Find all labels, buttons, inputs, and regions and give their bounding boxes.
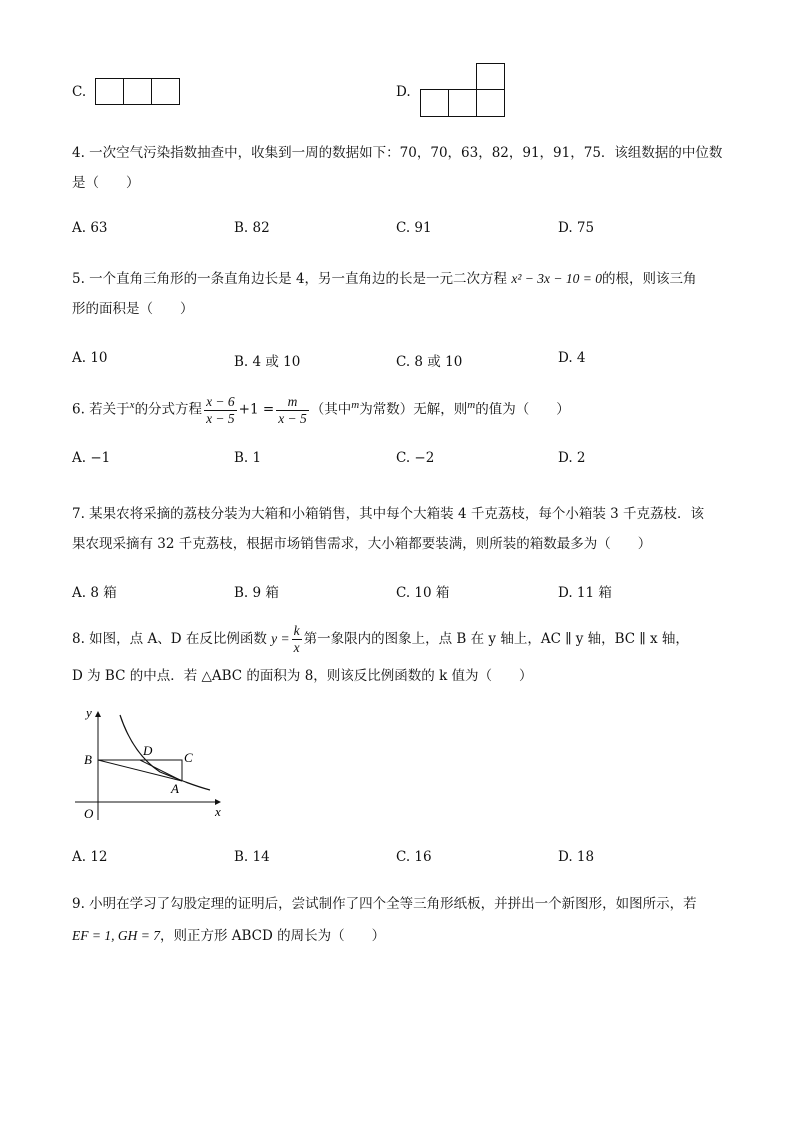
q8-option-c: C. 16: [396, 849, 432, 865]
q6-option-b: B. 1: [234, 450, 262, 466]
question-5: [72, 264, 732, 324]
square-cell: [151, 78, 180, 105]
square-cell: [95, 78, 124, 105]
label-c: C: [184, 750, 193, 765]
q6-frac2-numerator: m: [276, 394, 309, 411]
q6-mid-3: 为常数）无解，则: [359, 401, 468, 418]
question-8-line-2: D 为 BC 的中点．若 △ABC 的面积为 8，则该反比例函数的 k 值为（ ）: [72, 668, 533, 684]
q6-option-c: C. −2: [396, 450, 435, 466]
question-7-line-2: 果农现采摘有 32 千克荔枝，根据市场销售需求，大小箱都要装满，则所装的箱数最多为（ ）: [72, 536, 652, 552]
question-7-line-1: 7. 某果农将采摘的荔枝分装为大箱和小箱销售，其中每个大箱装 4 千克荔枝，每个小箱装 3 千克荔枝．该: [72, 506, 705, 522]
q3-option-c-label: C.: [72, 84, 87, 100]
q6-fraction-1: [204, 394, 237, 427]
q6-frac1-numerator: x − 6: [206, 393, 235, 409]
q6-var-m-2: m: [467, 399, 476, 411]
label-b: B: [84, 752, 92, 767]
q6-prefix: 6. 若关于: [72, 401, 130, 418]
label-o: O: [84, 806, 94, 821]
q5-option-a: A. 10: [72, 350, 108, 366]
q8-function-fraction: [292, 623, 302, 656]
question-7: [72, 499, 732, 559]
q4-option-a: A. 63: [72, 220, 108, 236]
q7-option-d: D. 11 箱: [558, 585, 612, 601]
q6-var-m: m: [351, 399, 360, 411]
question-5-line-2: 形的面积是（ ）: [72, 301, 194, 317]
q6-mid-1: 的分式方程: [134, 401, 203, 418]
q8-function-lhs: y =: [271, 631, 290, 646]
q8-func-denominator: x: [293, 640, 300, 655]
label-y: y: [86, 705, 92, 720]
label-a: A: [171, 781, 179, 796]
q6-mid-2: （其中: [310, 401, 352, 418]
question-9-line-2: [72, 920, 732, 952]
q8-text-a: 8. 如图，点 A、D 在反比例函数: [72, 631, 272, 647]
q9-text: ，则正方形 ABCD 的周长为（ ）: [159, 928, 386, 944]
q9-condition: EF = 1, GH = 7: [72, 928, 160, 943]
q4-option-c: C. 91: [396, 220, 432, 236]
segment-ba: [98, 760, 182, 781]
hyperbola-curve: [120, 715, 210, 790]
q6-option-d: D. 2: [558, 450, 586, 466]
q3-option-d-label: D.: [396, 84, 411, 100]
question-4-line-2: 是（ ）: [72, 175, 140, 191]
question-5-line-1: [72, 264, 732, 294]
q4-option-b: B. 82: [234, 220, 270, 236]
q6-frac2-denominator: x − 5: [278, 410, 307, 426]
question-4: [72, 138, 732, 198]
q6-fraction-2: [276, 394, 309, 427]
q5-option-c: C. 8 或 10: [396, 354, 463, 370]
q4-option-d: D. 75: [558, 220, 595, 236]
q8-option-a: A. 12: [72, 849, 108, 865]
label-x: x: [215, 804, 221, 819]
q5-text-b: 的根，则该三角: [601, 271, 697, 287]
q8-func-numerator: k: [293, 623, 300, 638]
q6-option-a: A. −1: [72, 450, 111, 466]
q5-text-a: 5. 一个直角三角形的一条直角边长是 4，另一直角边的长是一元二次方程: [72, 271, 512, 287]
q7-option-c: C. 10 箱: [396, 585, 450, 601]
square-cell: [448, 89, 477, 117]
q6-frac1-denominator: x − 5: [206, 410, 235, 426]
square-cell: [123, 78, 152, 105]
q6-plus-one: +1 =: [238, 401, 275, 418]
question-4-line-1: 4. 一次空气污染指数抽查中，收集到一周的数据如下：70，70，63，82，91，91，75．该组数据的中位数: [72, 145, 723, 161]
q8-option-b: B. 14: [234, 849, 270, 865]
square-cell: [476, 89, 505, 117]
question-6: [72, 385, 570, 430]
q5-equation: x² − 3x − 10 = 0: [511, 271, 602, 286]
q8-figure: [70, 700, 230, 825]
q6-var-x: x: [129, 399, 135, 411]
question-9-line-1: 9. 小明在学习了勾股定理的证明后，尝试制作了四个全等三角形纸板，并拼出一个新图形，如图所示，若: [72, 896, 697, 912]
segment-da: [140, 760, 182, 781]
square-cell: [476, 63, 505, 90]
q7-option-b: B. 9 箱: [234, 585, 279, 601]
q7-option-a: A. 8 箱: [72, 585, 117, 601]
q8-text-b: 第一象限内的图象上，点 B 在 y 轴上，AC ∥ y 轴，BC ∥ x 轴，: [303, 631, 689, 647]
label-d: D: [143, 743, 153, 758]
q6-suffix: 的值为（ ）: [475, 401, 570, 418]
square-cell: [420, 89, 449, 117]
question-9: [72, 888, 732, 952]
q5-option-d: D. 4: [558, 350, 586, 366]
question-8-line-1: [72, 622, 689, 656]
q5-option-b: B. 4 或 10: [234, 354, 301, 370]
q8-option-d: D. 18: [558, 849, 595, 865]
